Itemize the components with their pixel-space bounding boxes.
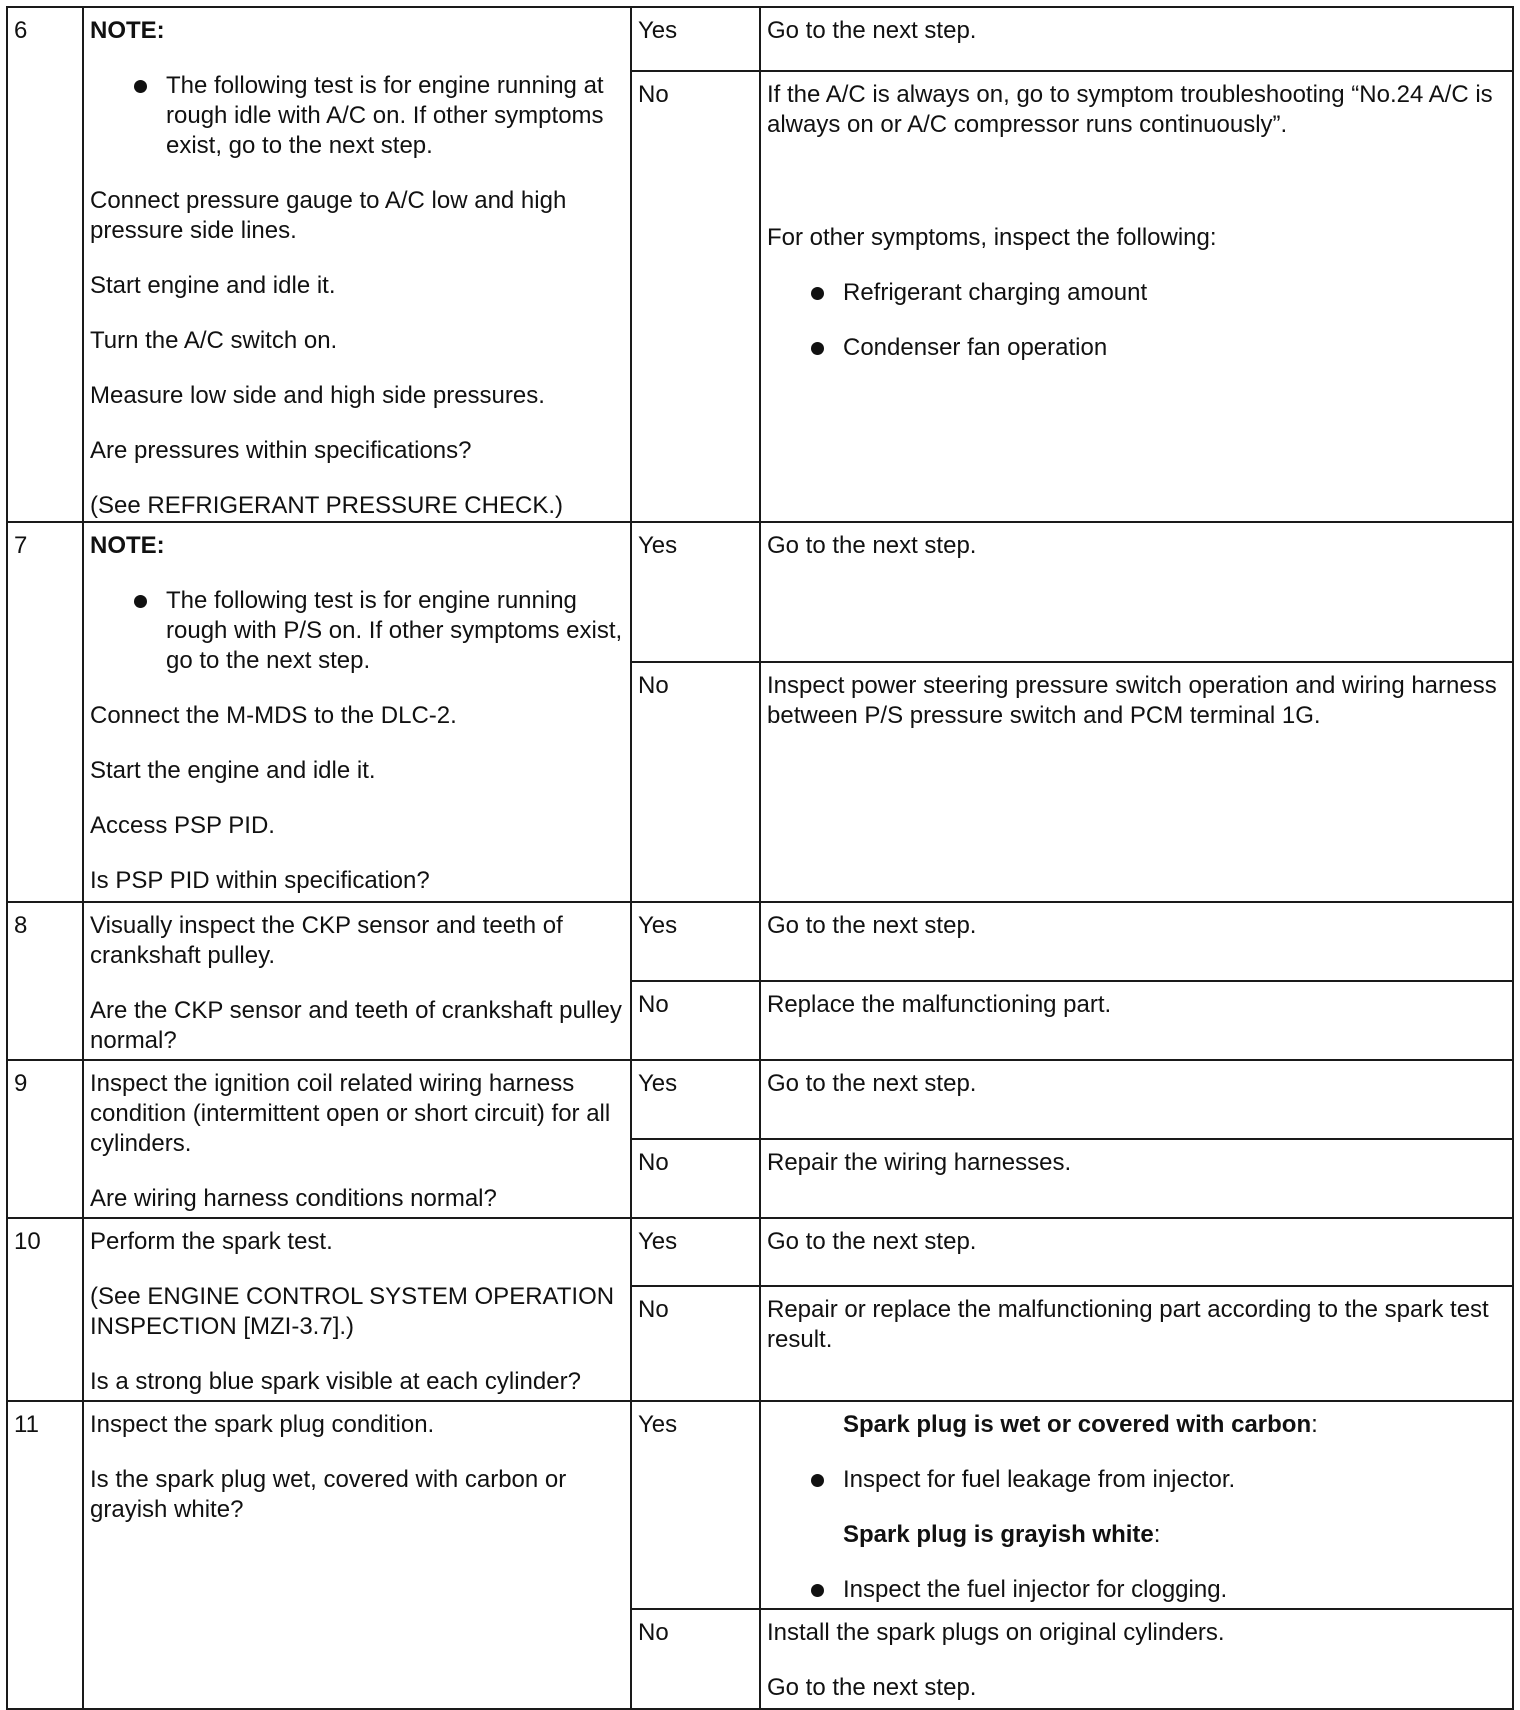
note-list	[90, 586, 624, 676]
action-no: Replace the malfunctioning part.	[760, 981, 1513, 1060]
no-text-2: For other symptoms, inspect the following:	[767, 223, 1217, 251]
action-line: Inspect the ignition coil related wiring harness condition (intermittent open or short circuit) for all cylinders.	[90, 1070, 611, 1157]
action-no: Repair the wiring harnesses.	[760, 1139, 1513, 1218]
result-yes: Yes	[631, 902, 760, 981]
condition-heading-text: Spark plug is wet or covered with carbon	[843, 1411, 1312, 1438]
result-yes: Yes	[631, 1060, 760, 1139]
action-no	[760, 1609, 1513, 1709]
action-line: Connect the M-MDS to the DLC-2.	[90, 702, 457, 729]
spacer	[767, 165, 1506, 223]
condition-colon: :	[1153, 1521, 1161, 1548]
action-line: Start engine and idle it.	[90, 272, 336, 299]
action-line: Turn the A/C switch on.	[90, 327, 338, 354]
action-line: (See ENGINE CONTROL SYSTEM OPERATION INSPECTION [MZI-3.7].)	[90, 1283, 615, 1340]
action-yes: Go to the next step.	[760, 522, 1513, 662]
step-8-yes-row	[7, 902, 1513, 981]
note-label: NOTE:	[90, 17, 165, 44]
action-line: Visually inspect the CKP sensor and teeth of crankshaft pulley.	[90, 912, 563, 969]
step-action	[83, 7, 631, 522]
action-yes: Go to the next step.	[760, 7, 1513, 71]
condition-colon: :	[1311, 1411, 1318, 1438]
action-line: Start the engine and idle it.	[90, 757, 376, 784]
action-line: (See REFRIGERANT PRESSURE CHECK.)	[90, 492, 563, 519]
result-no: No	[631, 662, 760, 902]
condition-heading-text: Spark plug is grayish white	[843, 1521, 1154, 1548]
result-yes: Yes	[631, 522, 760, 662]
step-number: 10	[7, 1218, 83, 1401]
step-number: 11	[7, 1401, 83, 1709]
action-line: Inspect the spark plug condition.	[90, 1411, 435, 1438]
no-text: Install the spark plugs on original cylinders.	[767, 1619, 1225, 1646]
step-action	[83, 1060, 631, 1218]
action-yes: Go to the next step.	[760, 1218, 1513, 1286]
action-line: Is PSP PID within specification?	[90, 867, 430, 894]
note-bullet: The following test is for engine running rough with P/S on. If other symptoms exist, go to the next step.	[90, 586, 624, 676]
result-no: No	[631, 1139, 760, 1218]
step-action	[83, 902, 631, 1060]
action-line: Is the spark plug wet, covered with carbon or grayish white?	[90, 1466, 567, 1523]
step-7-yes-row	[7, 522, 1513, 662]
condition-list	[767, 1575, 1506, 1605]
action-line: Are the CKP sensor and teeth of crankshaft pulley normal?	[90, 997, 622, 1054]
no-text: If the A/C is always on, go to symptom troubleshooting “No.24 A/C is always on or A/C compressor runs continuously”.	[767, 80, 1493, 138]
troubleshooting-table	[6, 6, 1514, 1710]
result-no: No	[631, 1286, 760, 1401]
no-bullet: Condenser fan operation	[767, 333, 1506, 363]
step-number: 8	[7, 902, 83, 1060]
action-no: Inspect power steering pressure switch operation and wiring harness between P/S pressure switch and PCM terminal 1G.	[760, 662, 1513, 902]
condition-bullet: Inspect the fuel injector for clogging.	[767, 1575, 1506, 1605]
action-line: Measure low side and high side pressures.	[90, 382, 545, 409]
action-line: Access PSP PID.	[90, 812, 275, 839]
step-number: 6	[7, 7, 83, 522]
step-action	[83, 522, 631, 902]
step-9-yes-row	[7, 1060, 1513, 1139]
condition-bullet: Inspect for fuel leakage from injector.	[767, 1465, 1506, 1495]
result-yes: Yes	[631, 7, 760, 71]
note-bullet: The following test is for engine running at rough idle with A/C on. If other symptoms exist, go to the next step.	[90, 71, 624, 161]
result-no: No	[631, 71, 760, 522]
action-no	[760, 71, 1513, 522]
step-11-yes-row	[7, 1401, 1513, 1609]
result-no: No	[631, 1609, 760, 1709]
action-line: Is a strong blue spark visible at each cylinder?	[90, 1368, 581, 1395]
step-number: 9	[7, 1060, 83, 1218]
action-yes	[760, 1401, 1513, 1609]
condition-list	[767, 1465, 1506, 1495]
result-yes: Yes	[631, 1218, 760, 1286]
step-number: 7	[7, 522, 83, 902]
action-no: Repair or replace the malfunctioning part according to the spark test result.	[760, 1286, 1513, 1401]
condition-heading	[767, 1410, 1506, 1440]
step-10-yes-row	[7, 1218, 1513, 1286]
action-line: Are pressures within specifications?	[90, 437, 472, 464]
result-yes: Yes	[631, 1401, 760, 1609]
action-line: Are wiring harness conditions normal?	[90, 1185, 497, 1212]
step-action	[83, 1218, 631, 1401]
no-bullet: Refrigerant charging amount	[767, 278, 1506, 308]
condition-heading	[767, 1520, 1506, 1550]
result-no: No	[631, 981, 760, 1060]
step-6-yes-row	[7, 7, 1513, 71]
action-line: Connect pressure gauge to A/C low and high pressure side lines.	[90, 187, 567, 244]
no-bullet-list	[767, 278, 1506, 363]
action-yes: Go to the next step.	[760, 1060, 1513, 1139]
note-list	[90, 71, 624, 161]
step-action	[83, 1401, 631, 1709]
action-line: Perform the spark test.	[90, 1228, 333, 1255]
note-label: NOTE:	[90, 532, 165, 559]
no-text-2: Go to the next step.	[767, 1674, 977, 1701]
action-yes: Go to the next step.	[760, 902, 1513, 981]
